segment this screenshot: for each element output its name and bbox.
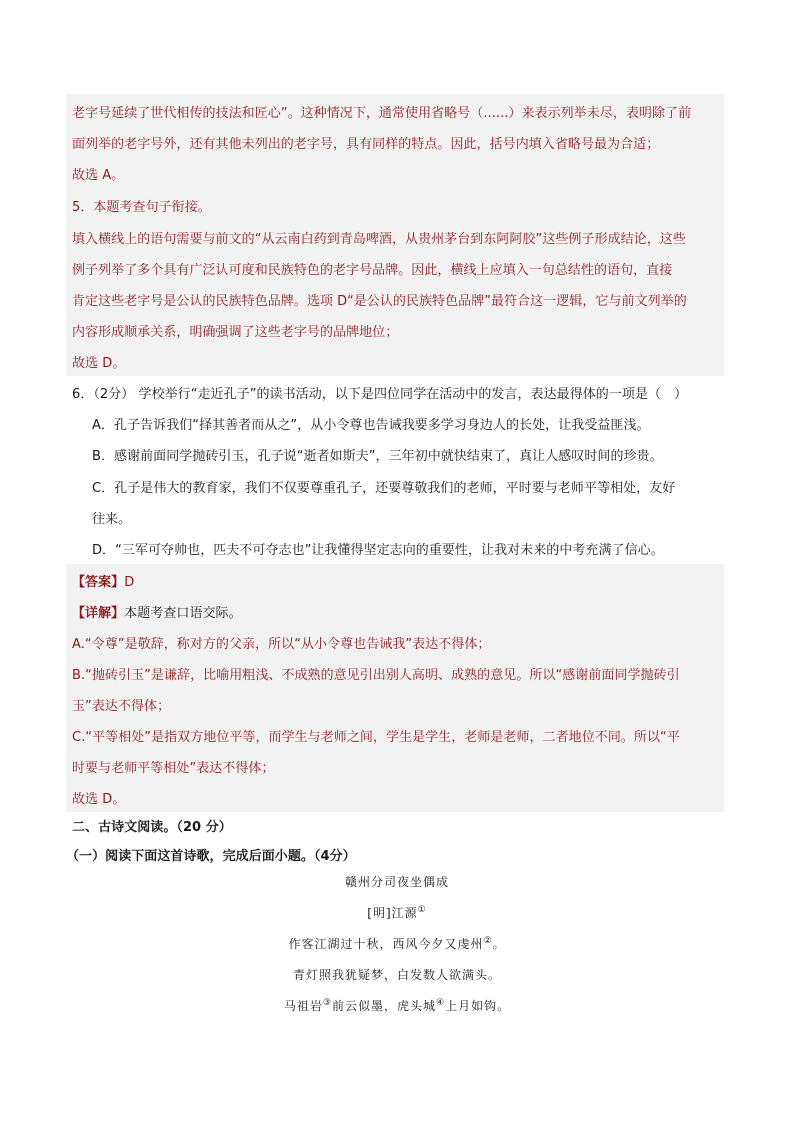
- detail-line-b: B.“抛砖引玉”是谦辞，比喻用粗浅、不成熟的意见引出别人高明、成熟的意见。所以“感谢前面同学抛砖引: [72, 668, 680, 683]
- answer-tag: 【答案】: [72, 575, 125, 590]
- option-b: B．感谢前面同学抛砖引玉，孔子说“逝者如斯夫”，三年初中就快结束了，真让人感叹时间的珍贵。: [92, 449, 663, 464]
- option-a: A．孔子告诉我们“择其善者而从之”，从小令尊也告诫我要多学习身边人的长处，让我受益匪浅。: [92, 418, 650, 433]
- detail-line-c: C.“平等相处”是指双方地位平等，而学生与老师之间，学生是学生，老师是老师，二者地位不同。所以“平: [72, 730, 680, 745]
- poem-author-text: [明]江源: [367, 906, 418, 920]
- poem-author: [0, 904, 794, 921]
- poem-title: 赣州分司夜坐偶成: [344, 875, 449, 889]
- detail-line-a: A.“令尊”是敬辞，称对方的父亲，所以“从小令尊也告诫我”表达不得体；: [72, 637, 491, 652]
- explanation-line: 面列举的老字号外，还有其他未列出的老字号，具有同样的特点。因此，括号内填入省略号最为合适；: [72, 137, 660, 152]
- answer-value: D: [124, 575, 135, 590]
- detail-line: [72, 602, 242, 621]
- poem-line-1: [0, 935, 794, 952]
- poem-line-3: [0, 997, 794, 1014]
- explanation-line: 老字号延续了世代相传的技法和匠心”。这种情况下，通常使用省略号（......）来表示列举未尽，表明除了前: [72, 106, 692, 121]
- explanation-line: 故选 A。: [72, 168, 125, 183]
- detail-tag: 【详解】: [72, 606, 125, 621]
- poem-line-text: 前云似墨，虎头城: [331, 999, 436, 1013]
- conclusion-line: 故选 D。: [72, 792, 126, 807]
- poem-line-text: 马祖岩: [283, 999, 323, 1013]
- footnote-mark: ②: [483, 936, 493, 946]
- answer-line: [72, 571, 134, 590]
- poem-line-text: 上月如钩。: [445, 999, 511, 1013]
- detail-line-c-continued: 时要与老师平等相处”表达不得体；: [72, 761, 275, 776]
- question-stem: 6．（2分） 学校举行“走近孔子”的读书活动，以下是四位同学在活动中的发言，表达最得体的一项是（ ）: [72, 387, 688, 402]
- section-heading: 二、古诗文阅读。（20 分）: [72, 820, 232, 835]
- explanation-line: 例子列举了多个具有广泛认可度和民族特色的老字号品牌。因此，横线上应填入一句总结性的语句，直接: [72, 263, 673, 278]
- explanation-line: 5．本题考查句子衔接。: [72, 200, 211, 215]
- footnote-mark: ④: [436, 998, 446, 1008]
- detail-text: 本题考查口语交际。: [124, 606, 242, 621]
- explanation-line: 故选 D。: [72, 356, 126, 371]
- explanation-line: 填入横线上的语句需要与前文的“从云南白药到青岛啤酒，从贵州茅台到东阿阿胶”这些例子形成结论，这些: [72, 232, 686, 247]
- option-c-continued: 往来。: [92, 512, 132, 527]
- detail-line-b-continued: 玉”表达不得体；: [72, 699, 171, 714]
- poem-line-end: 。: [492, 937, 506, 951]
- footnote-mark: ③: [322, 998, 332, 1008]
- sub-heading: （一）阅读下面这首诗歌，完成后面小题。（4分）: [66, 849, 356, 864]
- footnote-mark: ①: [417, 905, 427, 915]
- poem-line-text: 作客江湖过十秋，西风今夕又虔州: [288, 937, 484, 951]
- option-c: C．孔子是伟大的教育家，我们不仅要尊重孔子，还要尊敬我们的老师，平时要与老师平等相处，友好: [92, 481, 676, 496]
- explanation-line: 内容形成顺承关系，明确强调了这些老字号的品牌地位；: [72, 325, 399, 340]
- option-d: D．“三军可夺帅也，匹夫不可夺志也”让我懂得坚定志向的重要性，让我对未来的中考充满了信心。: [92, 543, 664, 558]
- explanation-line: 肯定这些老字号是公认的民族特色品牌。选项 D“是公认的民族特色品牌”最符合这一逻辑，它与前文列举的: [72, 294, 687, 309]
- poem-line-2: 青灯照我犹疑梦，白发数人欲满头。: [292, 968, 501, 982]
